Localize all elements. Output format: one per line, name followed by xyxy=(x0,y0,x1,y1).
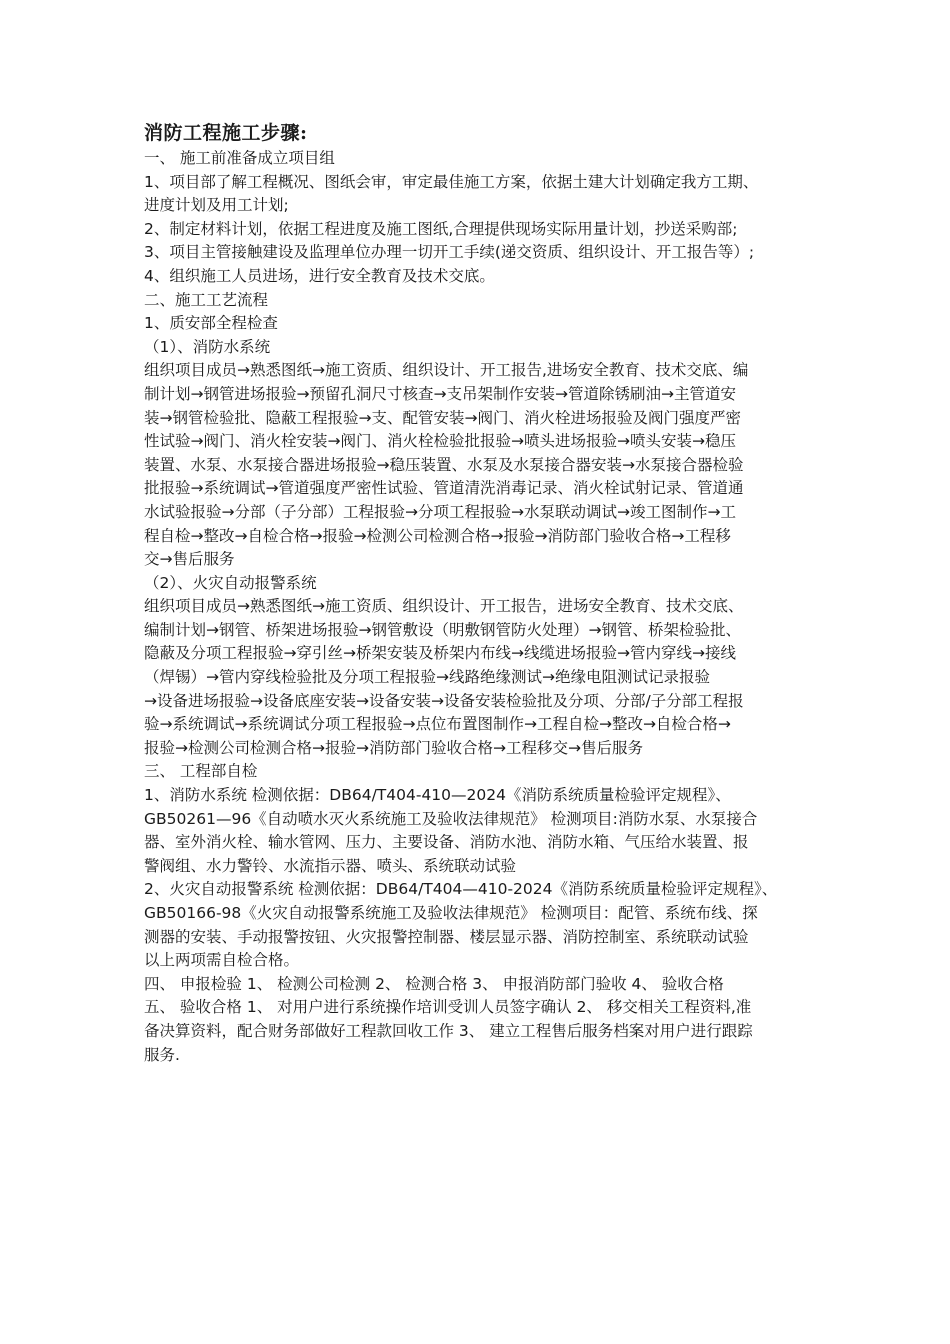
text-line: 装→钢管检验批、隐蔽工程报验→支、配管安装→阀门、消火栓进场报验及阀门强度严密 xyxy=(144,408,741,427)
text-line: 服务. xyxy=(144,1045,180,1064)
text-line: （2）、火灾自动报警系统 xyxy=(144,573,317,592)
text-line: 备决算资料，配合财务部做好工程款回收工作 3、 建立工程售后服务档案对用户进行跟踪 xyxy=(144,1021,753,1040)
text-line: 验→系统调试→系统调试分项工程报验→点位布置图制作→工程自检→整改→自检合格→ xyxy=(144,715,731,734)
text-line: 批报验→系统调试→管道强度严密性试验、管道清洗消毒记录、消火栓试射记录、管道通 xyxy=(144,479,744,498)
text-line: 制计划→钢管进场报验→预留孔洞尺寸核查→支吊架制作安装→管道除锈刷油→主管道安 xyxy=(144,384,736,403)
text-line: 进度计划及用工计划; xyxy=(144,196,289,215)
text-line: GB50261—96《自动喷水灭火系统施工及验收法律规范》 检测项目:消防水泵、水泵接合 xyxy=(144,809,758,828)
text-line: 隐蔽及分项工程报验→穿引丝→桥架安装及桥架内布线→线缆进场报验→管内穿线→接线 xyxy=(144,644,736,663)
text-line: 3、项目主管接触建设及监理单位办理一切开工手续(递交资质、组织设计、开工报告等）; xyxy=(144,243,755,262)
text-line: 水试验报验→分部（子分部）工程报验→分项工程报验→水泵联动调试→竣工图制作→工 xyxy=(144,502,736,521)
text-line: 组织项目成员→熟悉图纸→施工资质、组织设计、开工报告,进场安全教育、技术交底、编 xyxy=(144,361,749,380)
text-line: 三、 工程部自检 xyxy=(144,762,258,781)
text-line: GB50166-98《火灾自动报警系统施工及验收法律规范》 检测项目：配管、系统布线、探 xyxy=(144,904,758,922)
text-line: →设备进场报验→设备底座安装→设备安装→设备安装检验批及分项、分部/子分部工程报 xyxy=(144,691,744,710)
text-line: 性试验→阀门、消火栓安装→阀门、消火栓检验批报验→喷头进场报验→喷头安装→稳压 xyxy=(144,432,736,451)
document-body xyxy=(144,147,812,1067)
text-line: 以上两项需自检合格。 xyxy=(144,951,300,970)
text-line: 五、 验收合格 1、 对用户进行系统操作培训受训人员签字确认 2、 移交相关工程资料,准 xyxy=(144,998,752,1017)
text-line: 报验→检测公司检测合格→报验→消防部门验收合格→工程移交→售后服务 xyxy=(144,738,643,757)
text-line: 1、项目部了解工程概况、图纸会审，审定最佳施工方案，依据土建大计划确定我方工期、 xyxy=(144,172,759,191)
text-line: 组织项目成员→熟悉图纸→施工资质、组织设计、开工报告，进场安全教育、技术交底、 xyxy=(144,597,744,616)
text-line: 2、制定材料计划，依据工程进度及施工图纸,合理提供现场实际用量计划，抄送采购部; xyxy=(144,219,738,238)
text-line: （1）、消防水系统 xyxy=(144,337,271,356)
text-line: 警阀组、水力警铃、水流指示器、喷头、系统联动试验 xyxy=(144,856,517,875)
text-line: 编制计划→钢管、桥架进场报验→钢管敷设（明敷钢管防火处理）→钢管、桥架检验批、 xyxy=(144,620,741,639)
text-line: 一、 施工前准备成立项目组 xyxy=(144,149,335,167)
text-line: 测器的安装、手动报警按钮、火灾报警控制器、楼层显示器、消防控制室、系统联动试验 xyxy=(144,927,749,946)
text-line: 交→售后服务 xyxy=(144,550,235,569)
text-line: 4、组织施工人员进场，进行安全教育及技术交底。 xyxy=(144,266,495,285)
text-line: 程自检→整改→自检合格→报验→检测公司检测合格→报验→消防部门验收合格→工程移 xyxy=(144,526,731,545)
text-line: 装置、水泵、水泵接合器进场报验→稳压装置、水泵及水泵接合器安装→水泵接合器检验 xyxy=(144,455,744,474)
document-title: 消防工程施工步骤: xyxy=(144,122,308,144)
text-line: 2、火灾自动报警系统 检测依据：DB64/T404—410-2024《消防系统质量检验评定规程》、 xyxy=(144,880,778,899)
text-line: 四、 申报检验 1、 检测公司检测 2、 检测合格 3、 申报消防部门验收 4、 验收合格 xyxy=(144,974,724,993)
text-line: 1、消防水系统 检测依据：DB64/T404-410—2024《消防系统质量检验评定规程》、 xyxy=(144,786,731,805)
text-line: 1、质安部全程检查 xyxy=(144,314,278,333)
text-line: （焊锡）→管内穿线检验批及分项工程报验→线路绝缘测试→绝缘电阻测试记录报验 xyxy=(144,668,710,687)
text-line: 器、室外消火栓、输水管网、压力、主要设备、消防水池、消防水箱、气压给水装置、报 xyxy=(144,833,749,852)
text-line: 二、施工工艺流程 xyxy=(144,290,269,309)
document-page xyxy=(144,120,812,1067)
